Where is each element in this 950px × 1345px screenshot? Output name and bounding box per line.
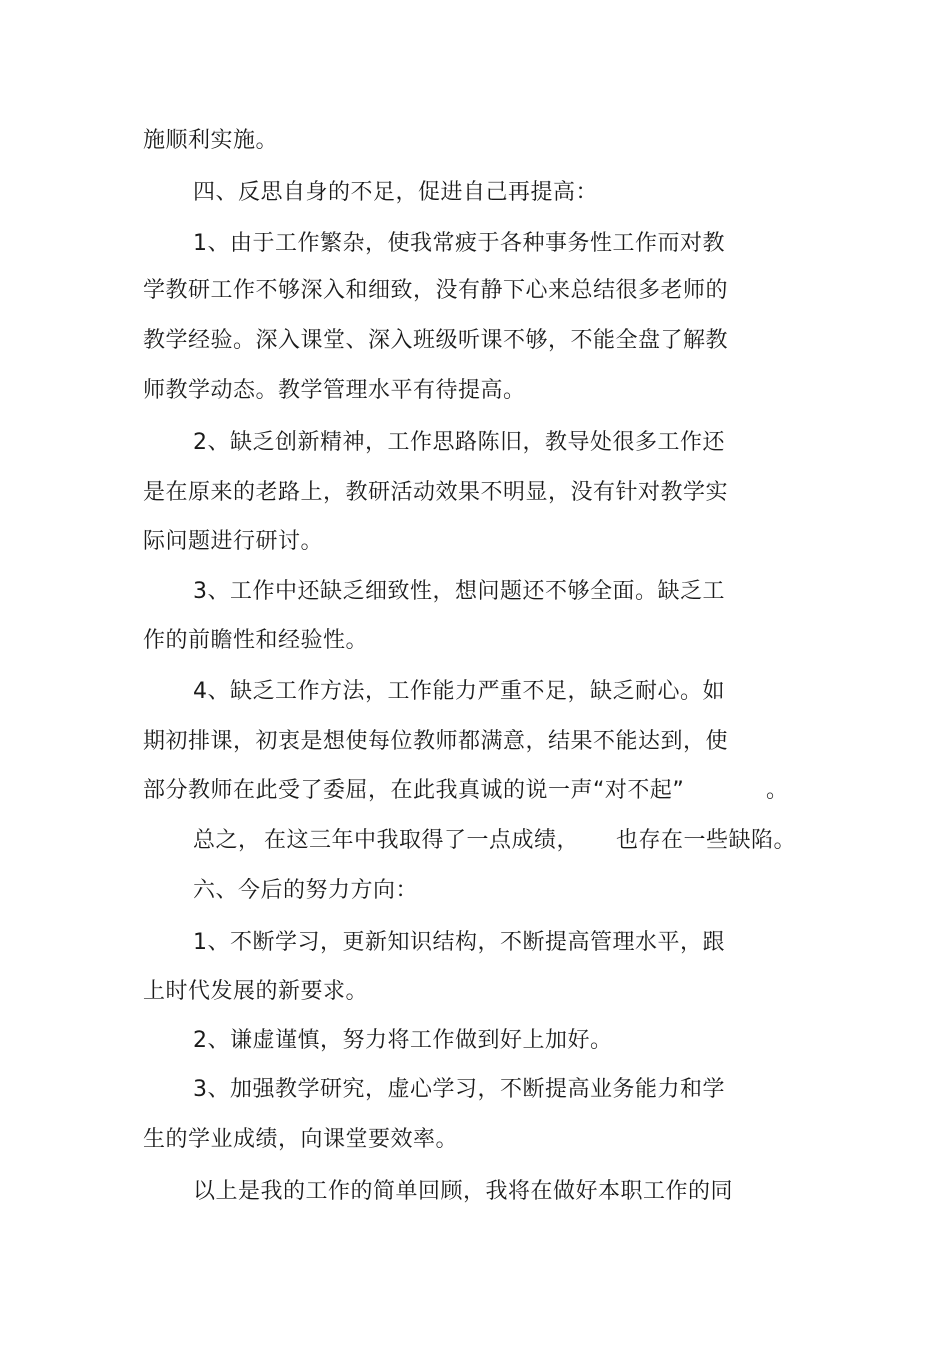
text-line: 1、由于工作繁杂，使我常疲于各种事务性工作而对教 xyxy=(193,231,725,256)
text-line: 3、工作中还缺乏细致性，想问题还不够全面。缺乏工 xyxy=(193,579,725,604)
text-line: 期初排课，初衷是想使每位教师都满意，结果不能达到，使 xyxy=(143,729,729,754)
text-line: 在这三年中我取得了一点成绩， xyxy=(264,828,580,853)
text-line: 是在原来的老路上，教研活动效果不明显，没有针对教学实 xyxy=(143,480,729,505)
text-line: 上时代发展的新要求。 xyxy=(143,979,369,1004)
section-heading: 六、今后的努力方向： xyxy=(193,878,419,903)
text-line: 2、谦虚谨慎，努力将工作做到好上加好。 xyxy=(193,1028,613,1053)
text-line: 部分教师在此受了委屈，在此我真诚的说一声“对不起” xyxy=(143,778,685,803)
text-line: 学教研工作不够深入和细致，没有静下心来总结很多老师的 xyxy=(143,278,729,303)
text-line: 师教学动态。教学管理水平有待提高。 xyxy=(143,378,526,403)
section-heading: 四、反思自身的不足，促进自己再提高： xyxy=(193,180,599,205)
text-line: 1、不断学习，更新知识结构，不断提高管理水平，跟 xyxy=(193,930,725,955)
text-line: 际问题进行研讨。 xyxy=(143,529,324,554)
text-line: 也存在一些缺陷。 xyxy=(616,828,797,853)
text-line: 2、缺乏创新精神，工作思路陈旧，教导处很多工作还 xyxy=(193,430,725,455)
text-line: 总之， xyxy=(193,828,261,853)
text-line: 生的学业成绩，向课堂要效率。 xyxy=(143,1127,459,1152)
text-line: 以上是我的工作的简单回顾，我将在做好本职工作的同 xyxy=(193,1179,734,1204)
text-line-end: 。 xyxy=(766,778,789,803)
text-line: 4、缺乏工作方法，工作能力严重不足，缺乏耐心。如 xyxy=(193,679,725,704)
text-line: 3、加强教学研究，虚心学习，不断提高业务能力和学 xyxy=(193,1077,725,1102)
text-line: 施顺利实施。 xyxy=(143,128,279,153)
text-line: 教学经验。深入课堂、深入班级听课不够，不能全盘了解教 xyxy=(143,328,729,353)
text-line: 作的前瞻性和经验性。 xyxy=(143,628,369,653)
